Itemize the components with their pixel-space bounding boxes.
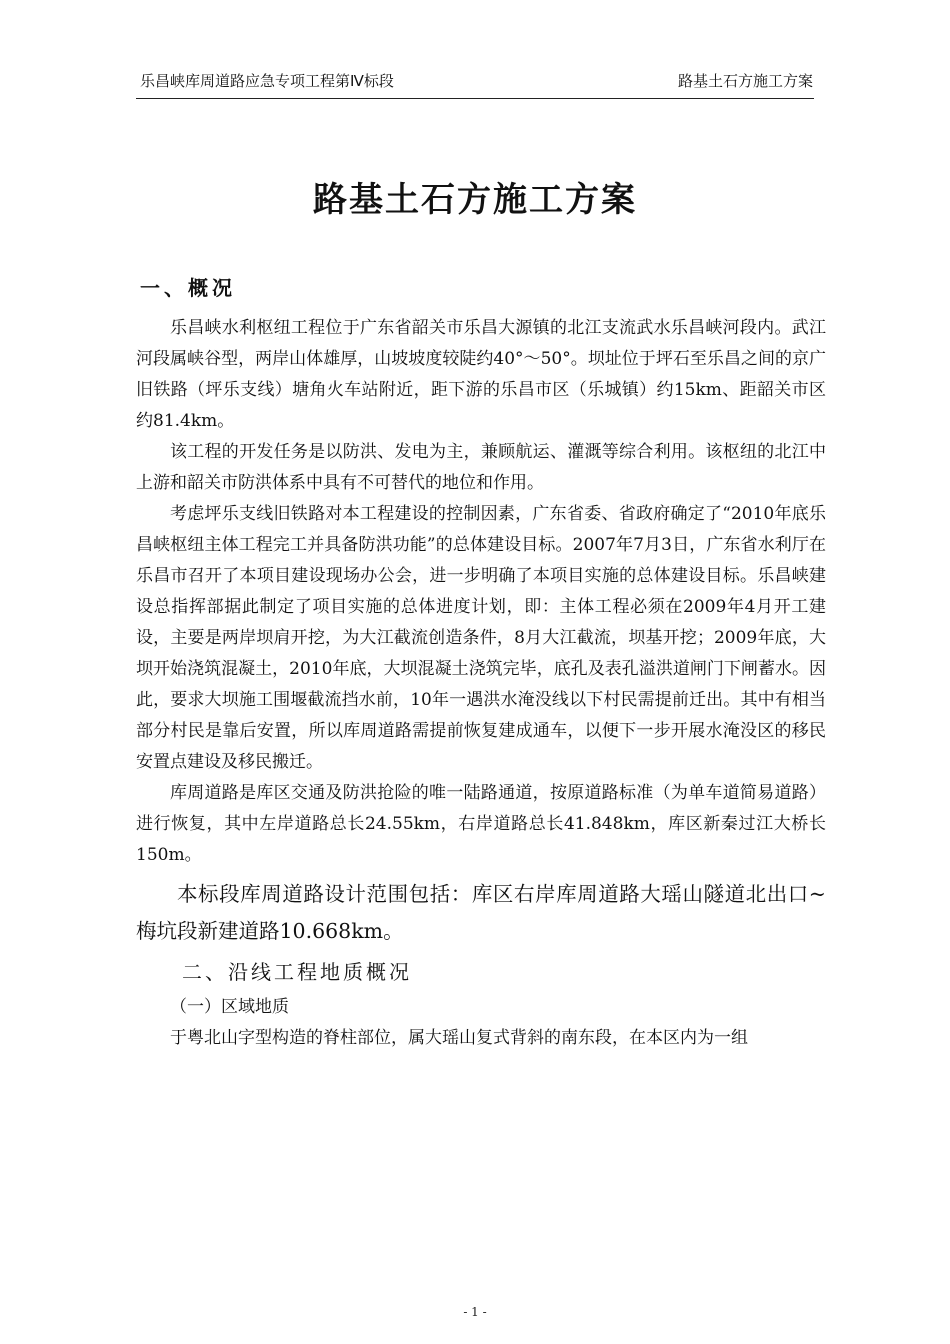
paragraph-overview-location: 乐昌峡水利枢纽工程位于广东省韶关市乐昌大源镇的北江支流武水乐昌峡河段内。武江河段属峡谷型，两岸山体雄厚，山坡坡度较陡约40°～50°。坝址位于坪石至乐昌之间的京广旧铁路（坪乐支线）塘角火车站附近，距下游的乐昌市区（乐城镇）约15km、距韶关市区约81.4km。 [136,318,826,431]
paragraph-overview-roads: 库周道路是库区交通及防洪抢险的唯一陆路通道，按原道路标准（为单车道简易道路）进行恢复，其中左岸道路总长24.55km，右岸道路总长41.848km，库区新秦过江大桥长150m。 [136,783,826,865]
section-2-subheading: （一）区域地质 [170,997,289,1017]
header-document-name: 路基土石方施工方案 [677,72,813,90]
header-divider [136,98,814,99]
body-text [136,313,826,1054]
page-number: - 1 - [463,1305,487,1319]
paragraph-overview-purpose: 该工程的开发任务是以防洪、发电为主，兼顾航运、灌溉等综合利用。该枢纽的北江中上游和韶关市防洪体系中具有不可替代的地位和作用。 [136,442,826,493]
header-project-name: 乐昌峡库周道路应急专项工程第Ⅳ标段 [140,72,394,90]
paragraph-design-scope: 本标段库周道路设计范围包括：库区右岸库周道路大瑶山隧道北出口~梅坑段新建道路10.668km。 [136,882,826,943]
section-1-heading: 一、概况 [140,276,236,300]
section-2-heading: 二、沿线工程地质概况 [182,960,412,984]
paragraph-regional-geology: 于粤北山字型构造的脊柱部位，属大瑶山复式背斜的南东段，在本区内为一组 [170,1028,748,1048]
document-title: 路基土石方施工方案 [313,180,637,220]
paragraph-overview-schedule: 考虑坪乐支线旧铁路对本工程建设的控制因素，广东省委、省政府确定了“2010年底乐昌峡枢纽主体工程完工并具备防洪功能”的总体建设目标。2007年7月3日，广东省水利厅在乐昌市召开了本项目建设现场办公会，进一步明确了本项目实施的总体建设目标。乐昌峡建设总指挥部据此制定了项目实施的总体进度计划，即：主体工程必须在2009年4月开工建设，主要是两岸坝肩开挖，为大江截流创造条件，8月大江截流，坝基开挖；2009年底，大坝开始浇筑混凝土，2010年底，大坝混凝土浇筑完毕，底孔及表孔溢洪道闸门下闸蓄水。因此，要求大坝施工围堰截流挡水前，10年一遇洪水淹没线以下村民需提前迁出。其中有相当部分村民是靠后安置，所以库周道路需提前恢复建成通车，以便下一步开展水淹没区的移民安置点建设及移民搬迁。 [136,504,826,772]
